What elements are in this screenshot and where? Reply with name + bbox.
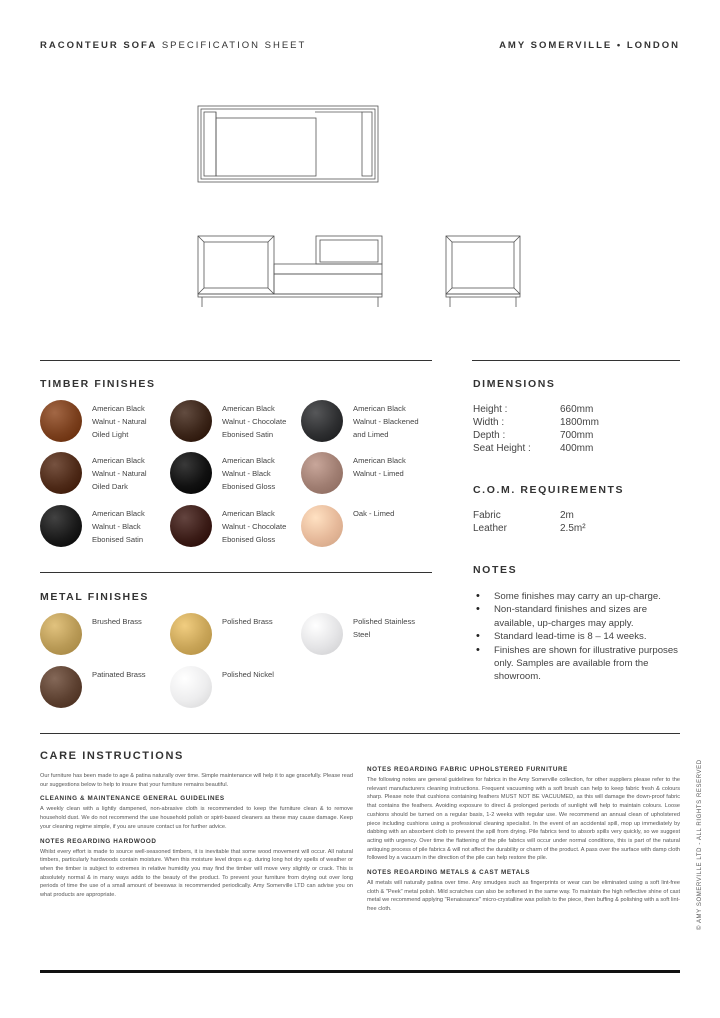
plan-view (198, 106, 378, 182)
timber-swatch-2 (170, 400, 212, 442)
dim-label-width: Width : (473, 417, 505, 428)
metal-swatch-1 (40, 613, 82, 655)
com-label-fabric: Fabric (473, 510, 501, 521)
care-intro: Our furniture has been made to age & patina naturally over time. Simple maintenance will help it to age gracefully. Please read our suggestions below to help to insure that your furniture remains beautiful. (40, 773, 353, 788)
care-title: CARE INSTRUCTIONS (40, 750, 184, 762)
timber-label-2: American Black Walnut - Chocolate Ebonised Satin (222, 404, 287, 439)
timber-swatch-8 (170, 505, 212, 547)
dim-value-seat-height: 400mm (560, 443, 594, 454)
divider-care (40, 733, 680, 734)
metal-label-4: Patinated Brass (92, 670, 146, 679)
brand-name: AMY SOMERVILLE • LONDON (499, 40, 680, 51)
divider-right-top (472, 360, 680, 361)
metals-heading: NOTES REGARDING METALS & CAST METALS (367, 869, 531, 877)
care-right-column (367, 766, 680, 914)
copyright-notice: © AMY SOMERVILLE LTD - ALL RIGHTS RESERVED (697, 759, 703, 930)
divider-left-top (40, 360, 432, 361)
timber-swatch-7 (40, 505, 82, 547)
timber-swatch-1 (40, 400, 82, 442)
timber-swatch-4 (40, 452, 82, 494)
front-elevation (198, 236, 382, 307)
fabric-heading: NOTES REGARDING FABRIC UPHOLSTERED FURNITURE (367, 766, 568, 773)
timber-swatch-9 (301, 505, 343, 547)
timber-label-6: American Black Walnut - Limed (353, 456, 406, 478)
metal-finishes-title: METAL FINISHES (40, 591, 149, 603)
sheet-title (40, 40, 306, 51)
note-item: • Some finishes may carry an up-charge. (474, 590, 684, 603)
timber-label-1: American Black Walnut - Natural Oiled Light (92, 404, 147, 439)
timber-label-7: American Black Walnut - Black Ebonised Satin (92, 509, 145, 544)
timber-swatch-6 (301, 452, 343, 494)
metal-swatch-3 (301, 613, 343, 655)
side-elevation (446, 236, 520, 307)
metal-label-1: Brushed Brass (92, 617, 142, 626)
timber-swatch-3 (301, 400, 343, 442)
notes-list (474, 590, 684, 684)
timber-finishes-title: TIMBER FINISHES (40, 378, 156, 390)
metal-swatch-2 (170, 613, 212, 655)
metal-label-5: Polished Nickel (222, 670, 274, 679)
com-title: C.O.M. REQUIREMENTS (473, 484, 625, 496)
product-name: RACONTEUR SOFA (40, 40, 158, 51)
footer-rule (40, 970, 680, 973)
timber-label-5: American Black Walnut - Black Ebonised Gloss (222, 456, 276, 491)
fabric-text: The following notes are general guidelines for fabrics in the Amy Somerville collection, for other suppliers please refer to the relevant manufacturers cleaning instructions. Frequent vacuuming with a soft brush can help to keep fabric fresh & colours sharp. Please note that cushions containing feathers MUST NOT BE VACUUMED, as this will damage the down-proof fabric that contains the feathers. Avoiding exposure to direct & prolonged periods of sunlight will help to maintain colours. Loose cushions should be turned on a regular basis, 1-2 weeks with regular use. We recommend an annual clean of upholstered piece including cushions using a professional cleaning specialist. In the event of an accidental spill, mop up immediately by dabbing with an absorbent cloth to prevent the spill from drying. Pile fabrics tend to absorb spills very quickly, so we suggest acting with urgency. Over time the flattening of the pile fabrics will occur under normal conditions, this is part of the natural antiquing process of pile fabrics & will not affect the durability or charm of the product. A pass over the surface with damp cloth followed by a vacuum in the direction of the pile can help restore the pile. (367, 777, 680, 862)
dim-label-depth: Depth : (473, 430, 506, 441)
note-item: • Finishes are shown for illustrative purposes only. Samples are available from the showroom. (474, 644, 684, 684)
sofa-technical-drawing (190, 100, 530, 315)
note-item: • Standard lead-time is 8 – 14 weeks. (474, 630, 684, 643)
dim-value-height: 660mm (560, 404, 594, 415)
timber-label-8: American Black Walnut - Chocolate Ebonised Gloss (222, 509, 287, 544)
cleaning-heading: CLEANING & MAINTENANCE GENERAL GUIDELINES (40, 795, 225, 803)
hardwood-text: Whilst every effort is made to source well-seasoned timbers, it is inevitable that some wood movement will occur. All natural timbers, particularly hardwoods contain moisture. When this moisture level drops e.g. during long hot dry spells of weather or when the timber is subject to extremes in relative humidity you may find the timber will move very slightly or crack. This is absolutely normal & in many ways adds to the beauty of the product. To prevent your furniture from drying out over long periods of time the use of a small amount of beeswax is recommended periodically. Amy Somerville LTD can advise you on what products are appropriate. (40, 848, 353, 899)
timber-swatch-5 (170, 452, 212, 494)
dim-value-depth: 700mm (560, 430, 594, 441)
metal-swatch-4 (40, 666, 82, 708)
metal-label-2: Polished Brass (222, 617, 273, 626)
timber-label-9: Oak - Limed (353, 509, 395, 518)
metal-swatch-5 (170, 666, 212, 708)
metals-text: All metals will naturally patina over time. Any smudges such as fingerprints or wear can be eliminated using a soft lint-free cloth & "Peek" metal polish. Mild scratches can also be softened in the same way. To maintain the high reflective shine of cast metal we recommend applying "Renaissance" micro-crystalline wax polish to the piece, then buffing & polishing with a soft lint-free cloth. (367, 880, 680, 913)
note-item: • Non-standard finishes and sizes are available, up-charges may apply. (474, 603, 684, 630)
com-value-leather: 2.5m² (560, 523, 586, 534)
timber-label-3: American Black Walnut - Blackened and Limed (353, 404, 419, 439)
timber-label-4: American Black Walnut - Natural Oiled Dark (92, 456, 147, 491)
hardwood-heading: NOTES REGARDING HARDWOOD (40, 837, 157, 845)
sheet-subtitle: SPECIFICATION SHEET (161, 40, 307, 51)
cleaning-text: A weekly clean with a lightly dampened, non-abrasive cloth is recommended to keep the furniture clean & to remove household dust. We do not recommend the use household polish or spirit-based cleaners as these may cause damage. Keep your cleaning regime simple, if you are unsure contact us for further advice. (40, 806, 353, 830)
metal-label-3: Polished Stainless Steel (353, 617, 416, 639)
notes-title: NOTES (473, 564, 518, 576)
dim-value-width: 1800mm (560, 417, 599, 428)
com-label-leather: Leather (473, 523, 507, 534)
com-value-fabric: 2m (560, 510, 574, 521)
care-left-column (40, 772, 353, 900)
divider-timber-metal (40, 572, 432, 573)
dim-label-height: Height : (473, 404, 508, 415)
dim-label-seat-height: Seat Height : (473, 443, 531, 454)
dimensions-title: DIMENSIONS (473, 378, 556, 390)
